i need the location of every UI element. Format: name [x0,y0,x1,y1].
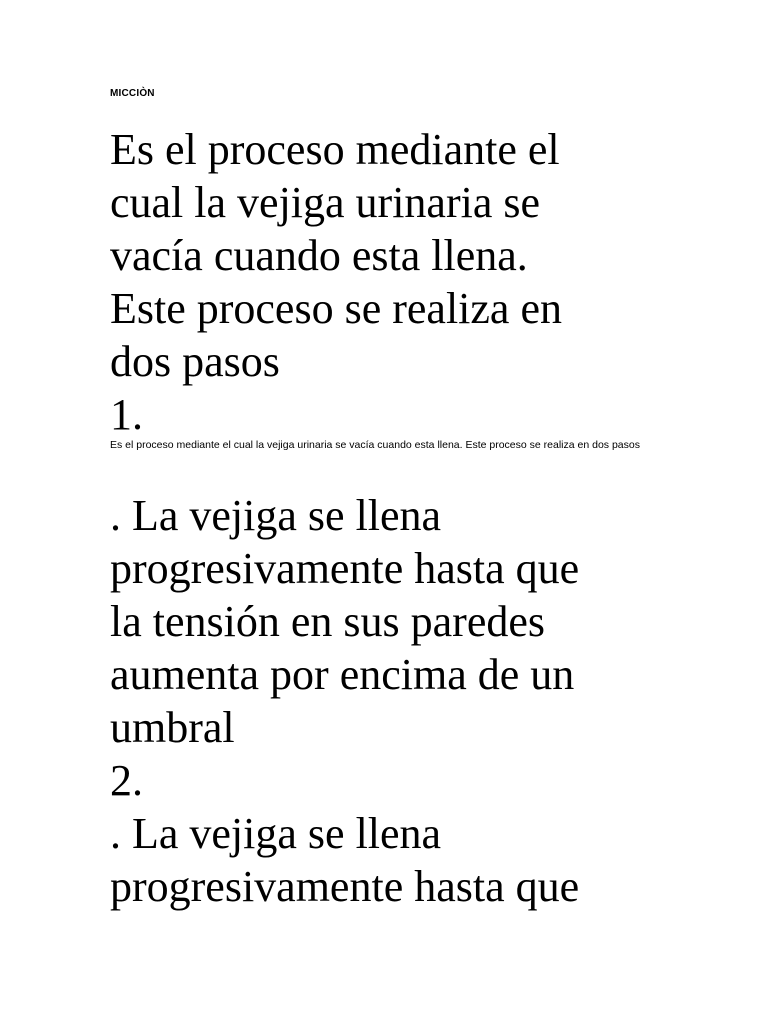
summary-paragraph: Es el proceso mediante el cual la vejiga urinaria se vacía cuando esta llena. Este proceso se realiza en dos pasos [110,439,640,451]
step-number: 2. [110,756,143,805]
intro-line: dos pasos [110,337,280,386]
step-line: progresivamente hasta que [110,862,580,911]
document-heading: MICCIÒN [110,88,155,99]
step-line: umbral [110,703,235,752]
steps-paragraph [110,489,670,913]
step-line: progresivamente hasta que [110,544,580,593]
intro-line: Es el proceso mediante el [110,125,560,174]
step-line: aumenta por encima de un [110,650,575,699]
intro-line: cual la vejiga urinaria se [110,178,541,227]
step-line: . La vejiga se llena [110,809,442,858]
step-number: 1. [110,390,143,439]
intro-line: Este proceso se realiza en [110,284,562,333]
step-line: . La vejiga se llena [110,491,442,540]
step-line: la tensión en sus paredes [110,597,545,646]
intro-line: vacía cuando esta llena. [110,231,528,280]
intro-paragraph [110,123,670,441]
